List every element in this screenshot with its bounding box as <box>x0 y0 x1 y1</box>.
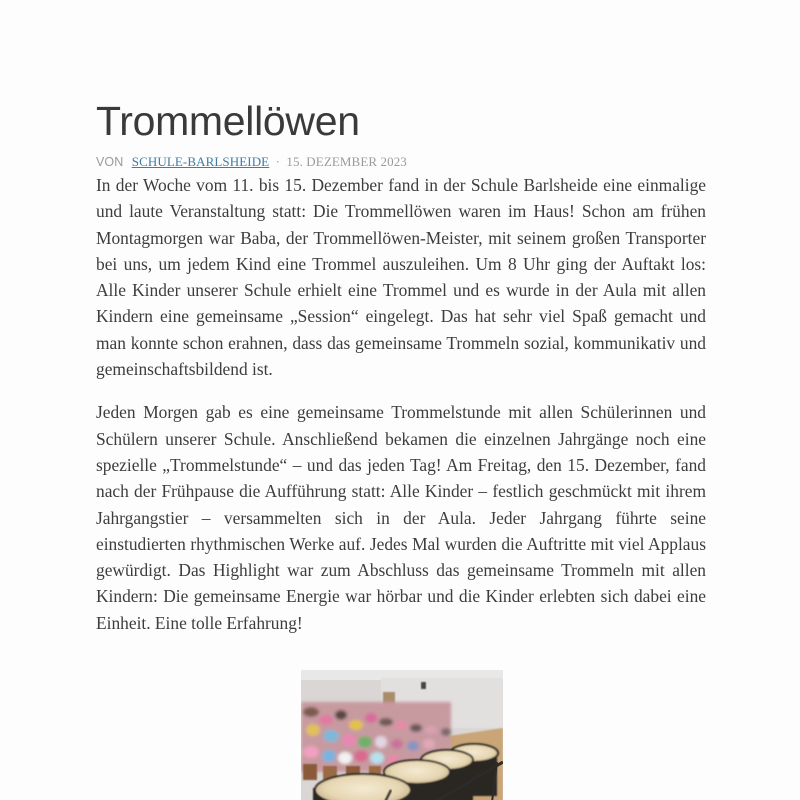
author-link[interactable]: SCHULE-BARLSHEIDE <box>131 154 270 169</box>
drum-photo-image <box>301 670 503 800</box>
post-body <box>96 172 706 636</box>
post-meta <box>96 153 706 171</box>
meta-by-label: VON <box>96 155 124 169</box>
paragraph: In der Woche vom 11. bis 15. Dezember fand in der Schule Barlsheide eine einmalige und laute Veranstaltung statt: Die Trommellöwen waren im Haus! Schon am frühen Montagmorgen war Baba, der Trommellöwen-Meister, mit seinem großen Transporter bei uns, um jedem Kind eine Trommel auszuleihen. Um 8 Uhr ging der Auftakt los: Alle Kinder unserer Schule erhielt eine Trommel und es wurde in der Aula mit allen Kindern eine gemeinsame „Session“ eingelegt. Das hat sehr viel Spaß gemacht und man konnte schon erahnen, dass das gemeinsame Trommeln sozial, kommunikativ und gemeinschaftsbildend ist. <box>96 175 706 380</box>
blog-post <box>96 96 706 653</box>
post-image[interactable] <box>301 670 503 800</box>
paragraph: Jeden Morgen gab es eine gemeinsame Trommelstunde mit allen Schülerinnen und Schülern unserer Schule. Anschließend bekamen die einzelnen Jahrgänge noch eine spezielle „Trommelstunde“ – und das jeden Tag! Am Freitag, den 15. Dezember, fand nach der Frühpause die Aufführung statt: Alle Kinder – festlich geschmückt mit ihrem Jahrgangstier – versammelten sich in der Aula. Jeder Jahrgang führte seine einstudierten rhythmischen Werke auf. Jedes Mal wurden die Auftritte mit viel Applaus gewürdigt. Das Highlight war zum Abschluss das gemeinsame Trommeln mit allen Kindern: Die gemeinsame Energie war hörbar und die Kinder erlebten sich dabei eine Einheit. Eine tolle Erfahrung! <box>96 402 706 633</box>
post-date: 15. DEZEMBER 2023 <box>286 154 407 169</box>
meta-separator: · <box>275 154 281 169</box>
post-title: Trommellöwen <box>96 98 360 144</box>
